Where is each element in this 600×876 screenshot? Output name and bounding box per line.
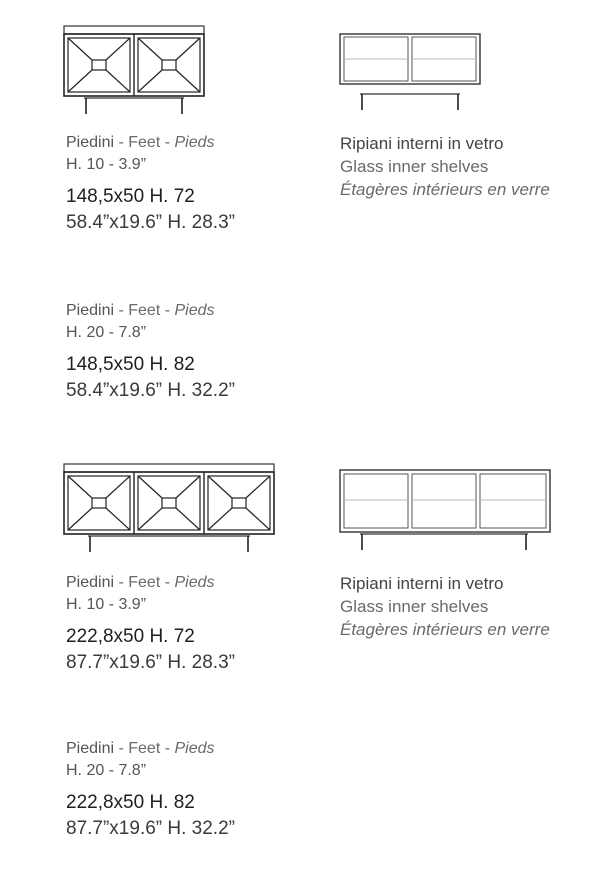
- feet-label-sep: -: [160, 302, 175, 319]
- feet-label-it: Piedini: [66, 134, 115, 151]
- feet-label: [66, 572, 235, 594]
- spec-block-3-doors-feet-20: [66, 738, 235, 842]
- feet-label-sep: -: [114, 740, 129, 757]
- spec-block-2-doors-feet-10: [66, 132, 235, 236]
- feet-label-it: Piedini: [66, 740, 115, 757]
- feet-label-sep: -: [160, 740, 175, 757]
- feet-label-it: Piedini: [66, 574, 115, 591]
- feet-label-en: Feet: [128, 134, 161, 151]
- dimensions-cm: 148,5x50 H. 72: [66, 186, 195, 207]
- spec-block-3-doors-feet-10: [66, 572, 235, 676]
- feet-height: H. 10 - 3.9”: [66, 156, 147, 173]
- feet-label-sep: -: [160, 574, 175, 591]
- feet-label-fr: Pieds: [174, 740, 215, 757]
- glass-shelves-en: Glass inner shelves: [340, 597, 489, 616]
- feet-height: H. 20 - 7.8”: [66, 324, 147, 341]
- dimensions-cm: 222,8x50 H. 82: [66, 792, 195, 813]
- spec-block-2-doors-feet-20: [66, 300, 235, 404]
- dimensions-cm: 148,5x50 H. 82: [66, 354, 195, 375]
- feet-label-en: Feet: [128, 302, 161, 319]
- feet-height: H. 20 - 7.8”: [66, 762, 147, 779]
- sideboard-2-doors-glass-shelves-drawing: [338, 32, 484, 116]
- feet-label: [66, 738, 235, 760]
- glass-shelves-note-2-doors: [340, 132, 550, 201]
- glass-shelves-it: Ripiani interni in vetro: [340, 574, 504, 593]
- feet-label-sep: -: [160, 134, 175, 151]
- feet-label-fr: Pieds: [174, 302, 215, 319]
- dimensions-inches: 58.4”x19.6” H. 28.3”: [66, 212, 235, 233]
- glass-shelves-it: Ripiani interni in vetro: [340, 134, 504, 153]
- glass-shelves-fr: Étagères intérieurs en verre: [340, 180, 550, 199]
- dimensions-cm: 222,8x50 H. 72: [66, 626, 195, 647]
- sideboard-2-doors-front-drawing: [62, 24, 208, 116]
- feet-label-sep: -: [114, 574, 129, 591]
- sideboard-3-doors-glass-shelves-drawing: [338, 468, 554, 554]
- feet-label-fr: Pieds: [174, 574, 215, 591]
- glass-shelves-en: Glass inner shelves: [340, 157, 489, 176]
- feet-label: [66, 132, 235, 154]
- feet-label-sep: -: [114, 302, 129, 319]
- feet-label-sep: -: [114, 134, 129, 151]
- glass-shelves-note-3-doors: [340, 572, 550, 641]
- dimensions-inches: 58.4”x19.6” H. 32.2”: [66, 380, 235, 401]
- feet-label-fr: Pieds: [174, 134, 215, 151]
- sideboard-3-doors-front-drawing: [62, 462, 278, 554]
- glass-shelves-fr: Étagères intérieurs en verre: [340, 620, 550, 639]
- dimensions-inches: 87.7”x19.6” H. 32.2”: [66, 818, 235, 839]
- feet-label-it: Piedini: [66, 302, 115, 319]
- dimensions-inches: 87.7”x19.6” H. 28.3”: [66, 652, 235, 673]
- feet-label-en: Feet: [128, 740, 161, 757]
- feet-height: H. 10 - 3.9”: [66, 596, 147, 613]
- feet-label: [66, 300, 235, 322]
- feet-label-en: Feet: [128, 574, 161, 591]
